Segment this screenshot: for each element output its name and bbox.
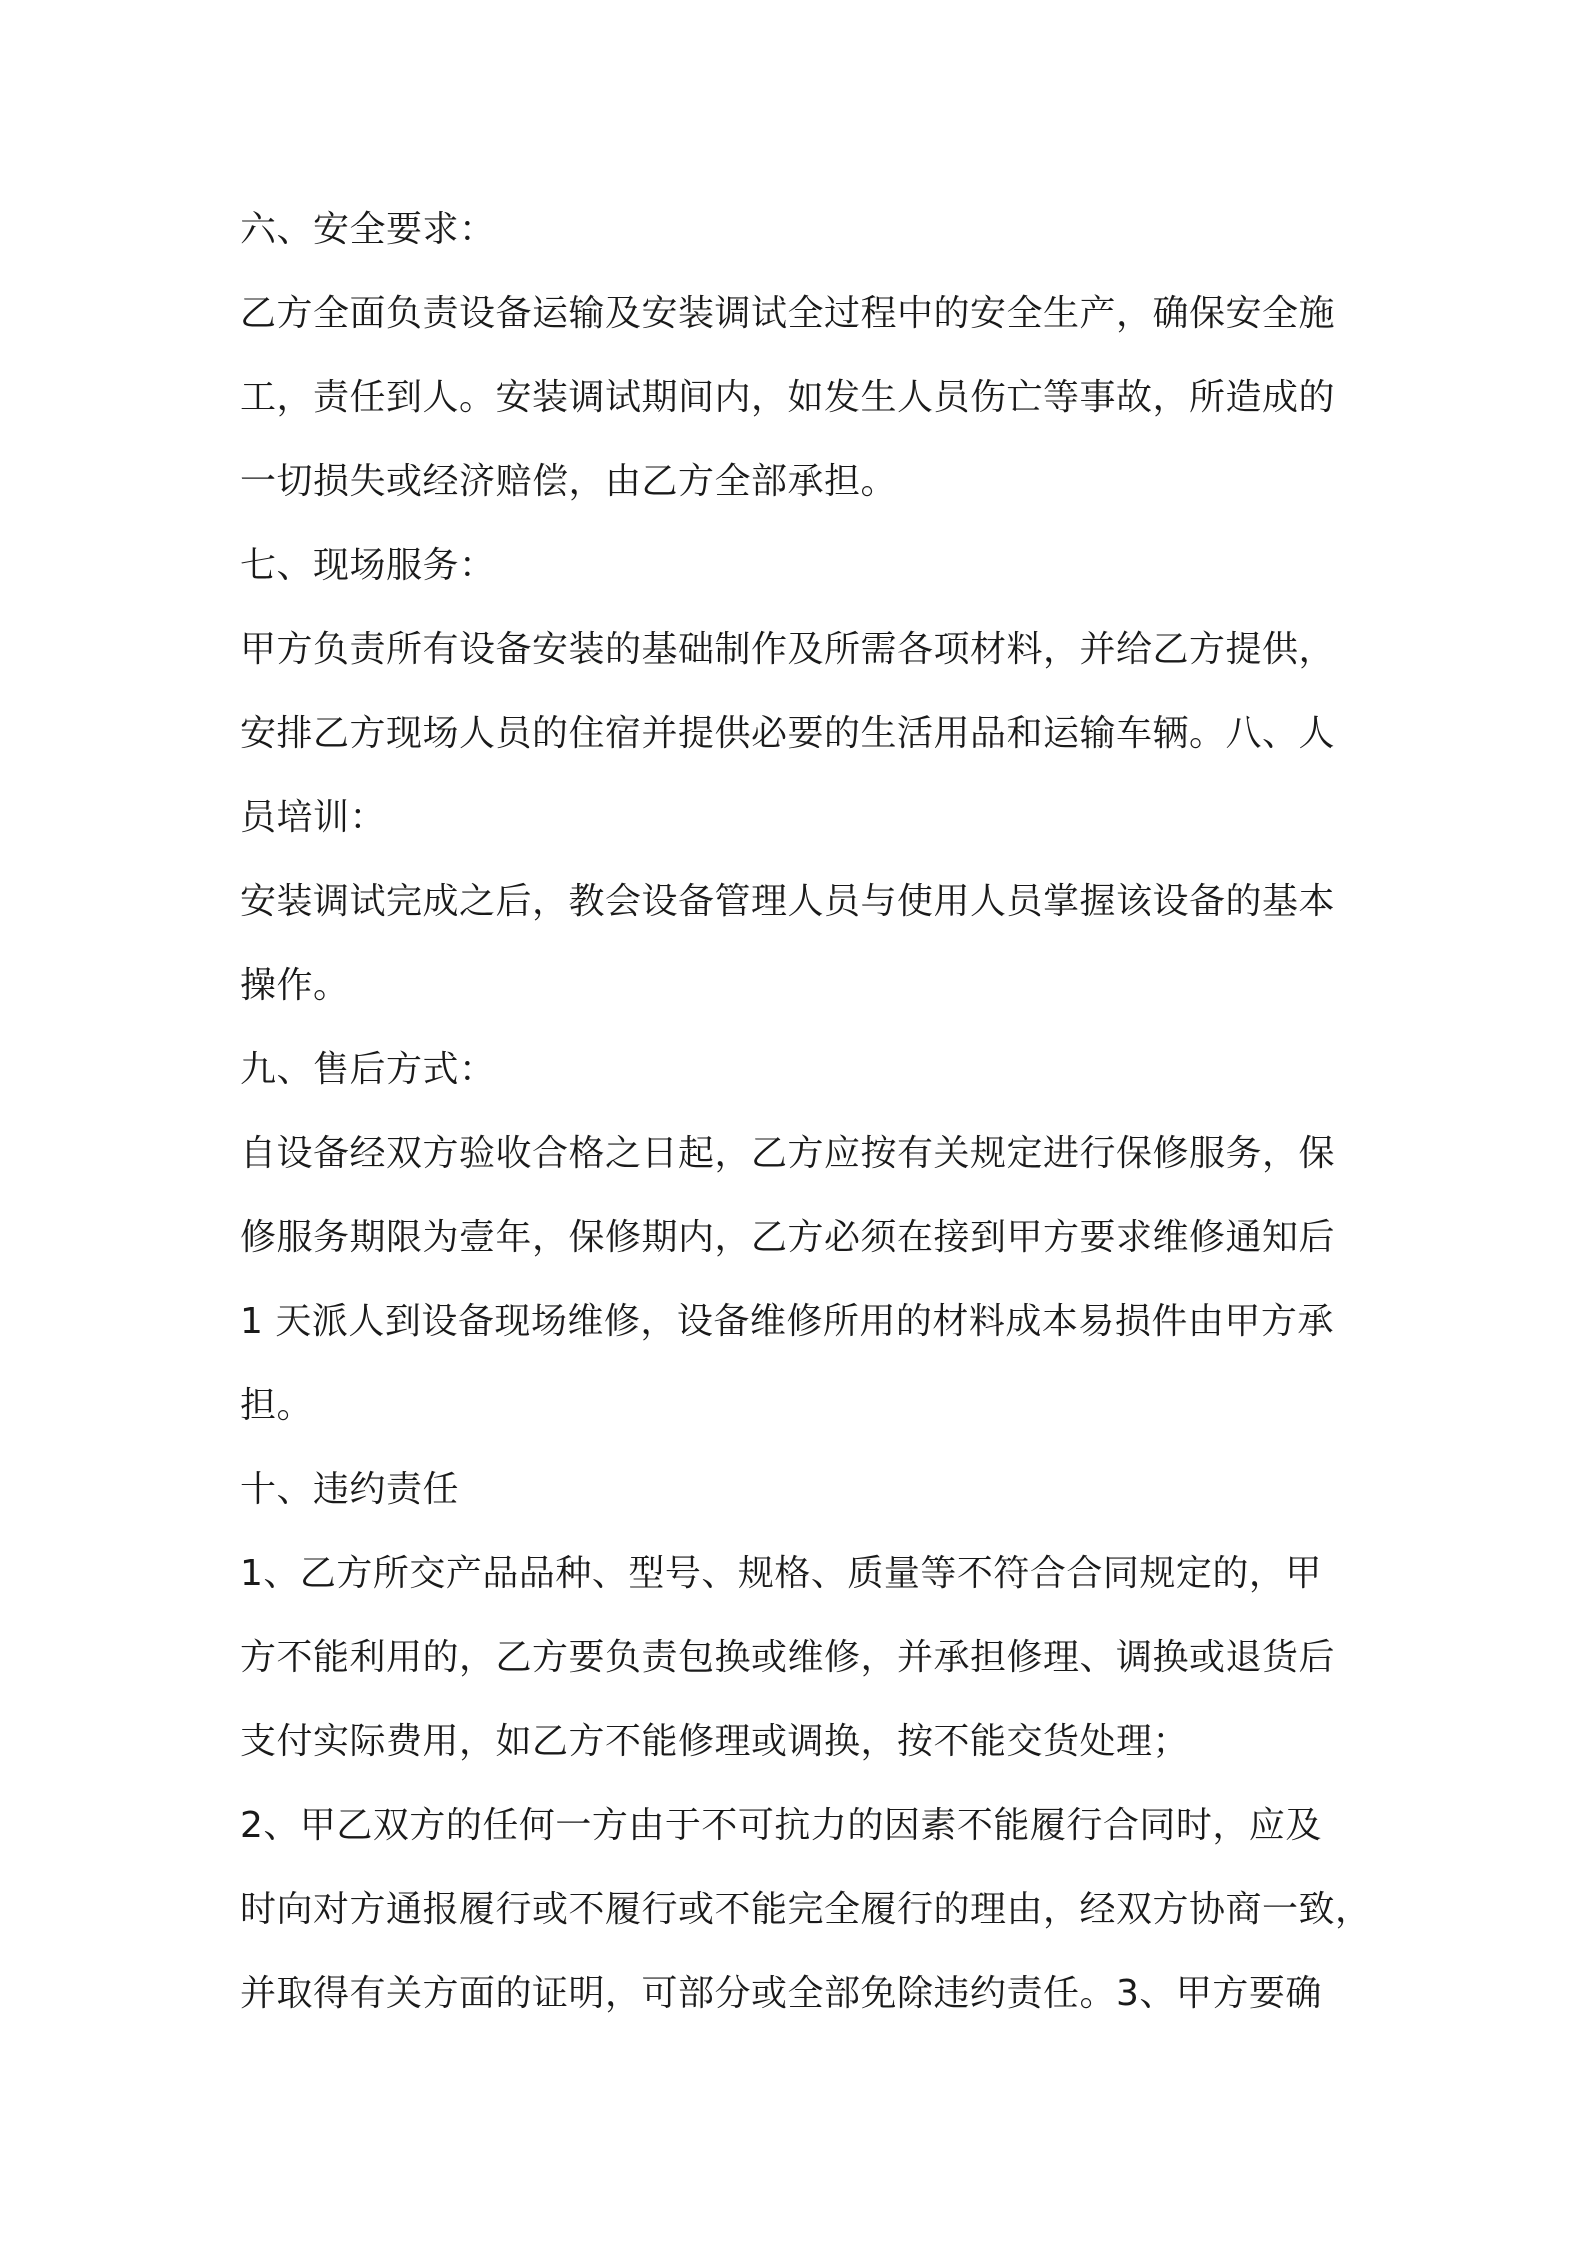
- body-text-line: 并取得有关方面的证明，可部分或全部免除违约责任。3、甲方要确: [240, 1973, 1322, 2014]
- body-text-line: 1、乙方所交产品品种、型号、规格、质量等不符合合同规定的，甲: [240, 1553, 1322, 1594]
- body-text-line: 担。: [240, 1385, 314, 1426]
- section-heading-safety: 六、安全要求：: [240, 209, 496, 250]
- body-text-line: 2、甲乙双方的任何一方由于不可抗力的因素不能履行合同时，应及: [240, 1805, 1322, 1846]
- body-text-line: 安排乙方现场人员的住宿并提供必要的生活用品和运输车辆。八、人: [240, 713, 1336, 754]
- body-text-line: 安装调试完成之后，教会设备管理人员与使用人员掌握该设备的基本: [240, 881, 1336, 922]
- body-text-line: 修服务期限为壹年，保修期内，乙方必须在接到甲方要求维修通知后: [240, 1217, 1336, 1258]
- body-text-line: 一切损失或经济赔偿，由乙方全部承担。: [240, 461, 898, 502]
- body-text-line: 工，责任到人。安装调试期间内，如发生人员伤亡等事故，所造成的: [240, 377, 1336, 418]
- body-text-line: 自设备经双方验收合格之日起，乙方应按有关规定进行保修服务，保: [240, 1133, 1336, 1174]
- body-text-line: 方不能利用的，乙方要负责包换或维修，并承担修理、调换或退货后: [240, 1637, 1336, 1678]
- section-heading-breach-liability: 十、违约责任: [240, 1469, 460, 1510]
- body-text-line: 操作。: [240, 965, 350, 1006]
- section-heading-after-sales: 九、售后方式：: [240, 1049, 496, 1090]
- body-text-line: 时向对方通报履行或不履行或不能完全履行的理由，经双方协商一致，: [240, 1889, 1372, 1930]
- body-text-line: 乙方全面负责设备运输及安装调试全过程中的安全生产，确保安全施: [240, 293, 1336, 334]
- body-text-line: 员培训：: [240, 797, 387, 838]
- body-text-line: 甲方负责所有设备安装的基础制作及所需各项材料，并给乙方提供，: [240, 629, 1336, 670]
- document-body: [240, 188, 1372, 2036]
- body-text-line: 1 天派人到设备现场维修，设备维修所用的材料成本易损件由甲方承: [240, 1301, 1334, 1342]
- body-text-line: 支付实际费用，如乙方不能修理或调换，按不能交货处理；: [240, 1721, 1190, 1762]
- section-heading-onsite-service: 七、现场服务：: [240, 545, 496, 586]
